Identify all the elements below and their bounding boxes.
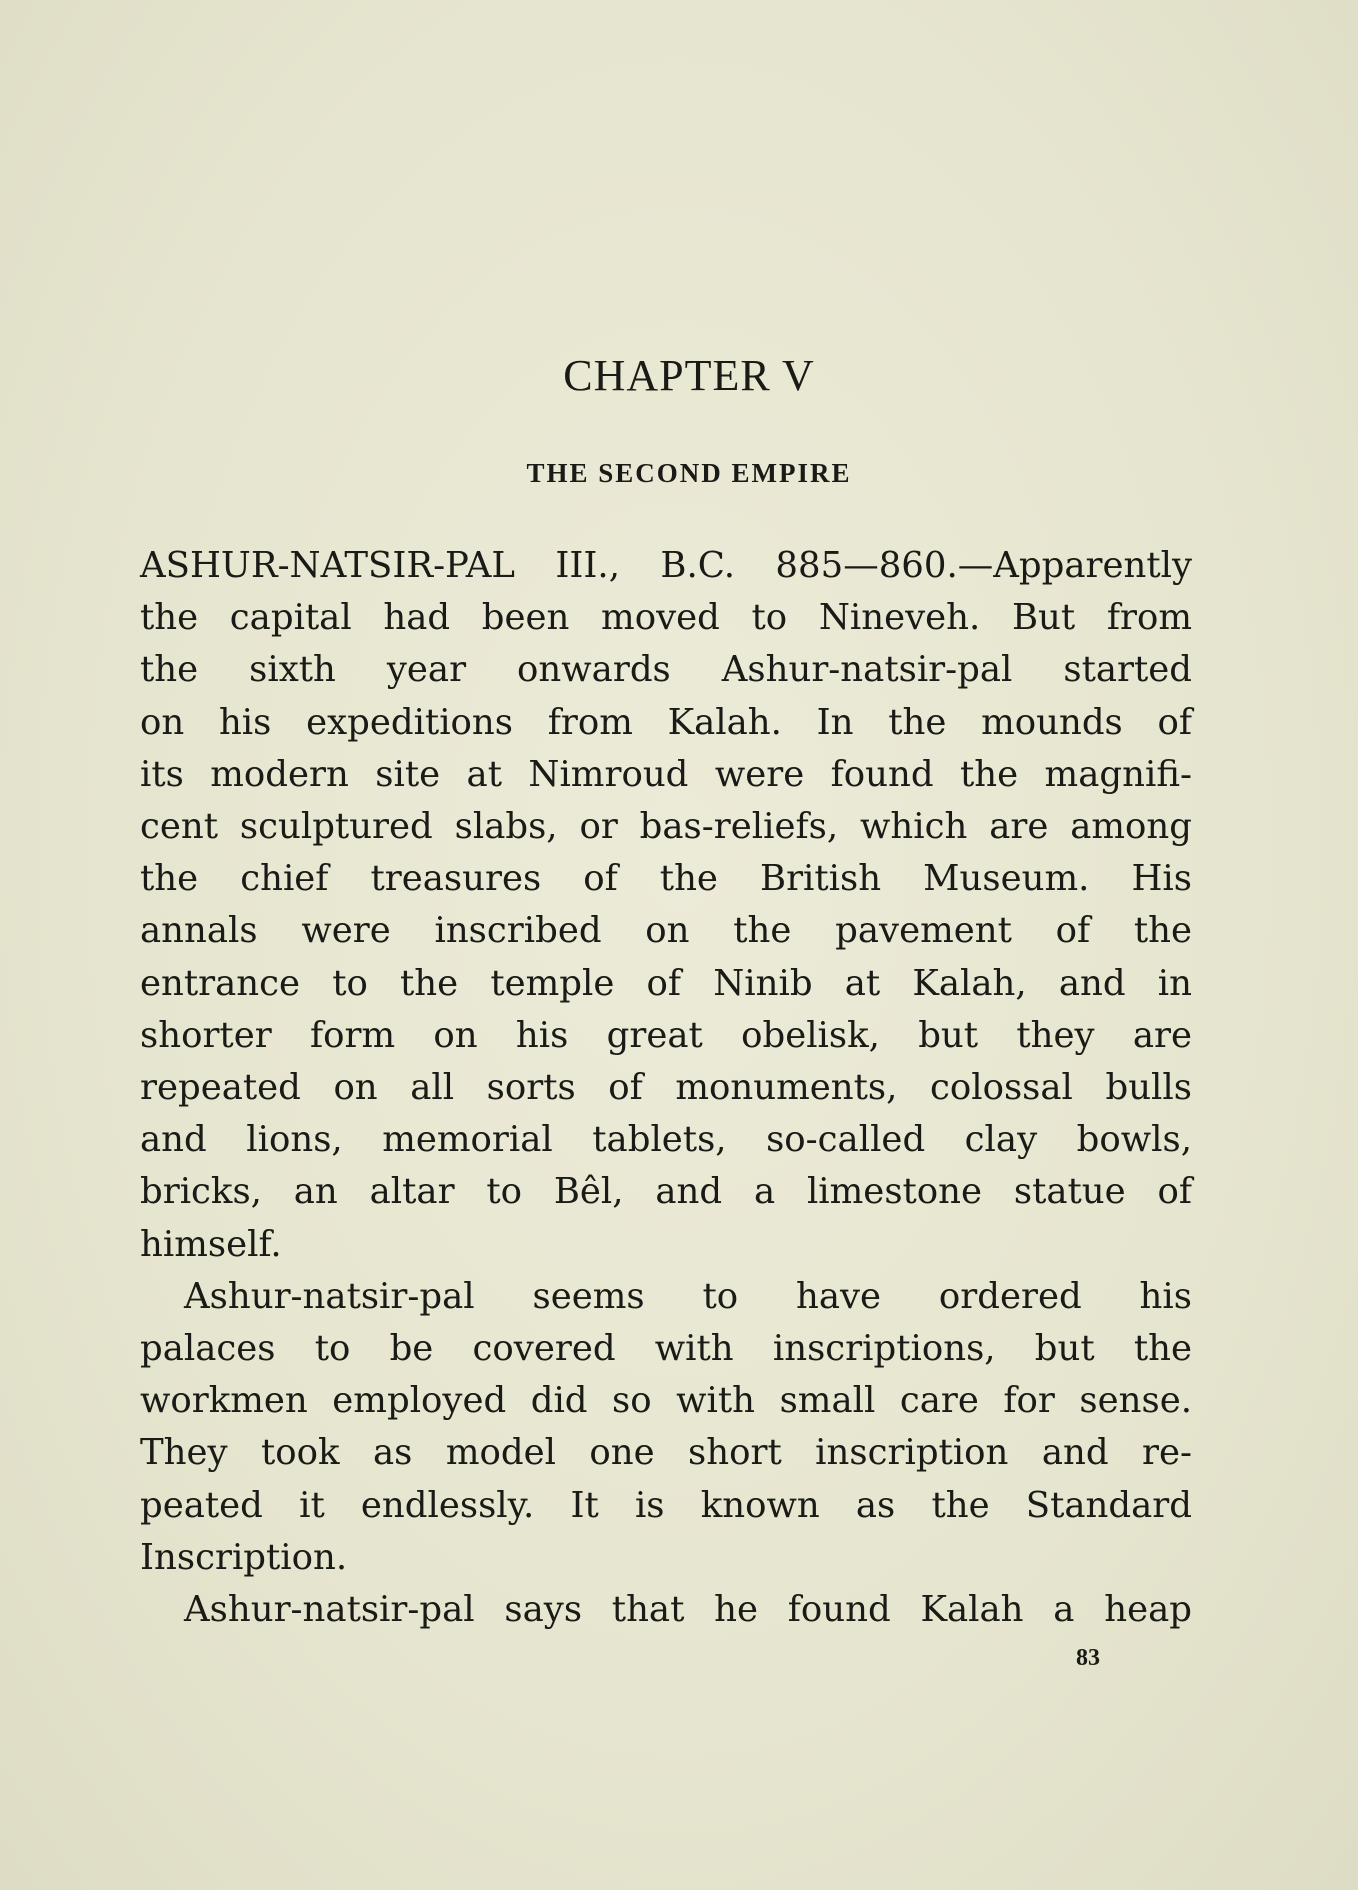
- text-line: repeated on all sorts of monuments, colossal bulls: [140, 1067, 1192, 1109]
- text-line: Inscription.: [140, 1536, 348, 1578]
- text-line: its modern site at Nimroud were found the magnifi-: [140, 753, 1192, 795]
- page-number: 83: [1076, 1645, 1100, 1671]
- body-text: [140, 540, 1192, 1636]
- text-line: annals were inscribed on the pavement of the: [140, 910, 1192, 952]
- text-line: the sixth year onwards Ashur-natsir-pal started: [140, 649, 1192, 691]
- text-line: the chief treasures of the British Museum. His: [140, 858, 1192, 900]
- text-line: and lions, memorial tablets, so-called clay bowls,: [140, 1119, 1192, 1161]
- chapter-title: THE SECOND EMPIRE: [526, 458, 852, 488]
- text-line: Ashur-natsir-pal seems to have ordered his: [184, 1275, 1192, 1317]
- text-line: Ashur-natsir-pal says that he found Kalah a heap: [184, 1589, 1192, 1631]
- text-line: entrance to the temple of Ninib at Kalah, and in: [140, 962, 1192, 1004]
- chapter-number: CHAPTER V: [563, 351, 815, 400]
- text-line: shorter form on his great obelisk, but they are: [140, 1014, 1192, 1056]
- text-line: the capital had been moved to Nineveh. But from: [140, 597, 1192, 639]
- text-line: peated it endlessly. It is known as the Standard: [140, 1484, 1192, 1526]
- text-line: cent sculptured slabs, or bas-reliefs, which are among: [140, 806, 1192, 848]
- text-line: palaces to be covered with inscriptions, but the: [140, 1328, 1192, 1370]
- text-line: on his expeditions from Kalah. In the mounds of: [140, 701, 1192, 743]
- text-line: workmen employed did so with small care for sense.: [140, 1380, 1192, 1422]
- text-line: himself.: [140, 1223, 282, 1265]
- text-line: ASHUR-NATSIR-PAL III., B.C. 885—860.—Apparently: [140, 545, 1192, 586]
- text-line: They took as model one short inscription and re-: [140, 1432, 1192, 1474]
- text-line: bricks, an altar to Bêl, and a limestone statue of: [140, 1171, 1192, 1213]
